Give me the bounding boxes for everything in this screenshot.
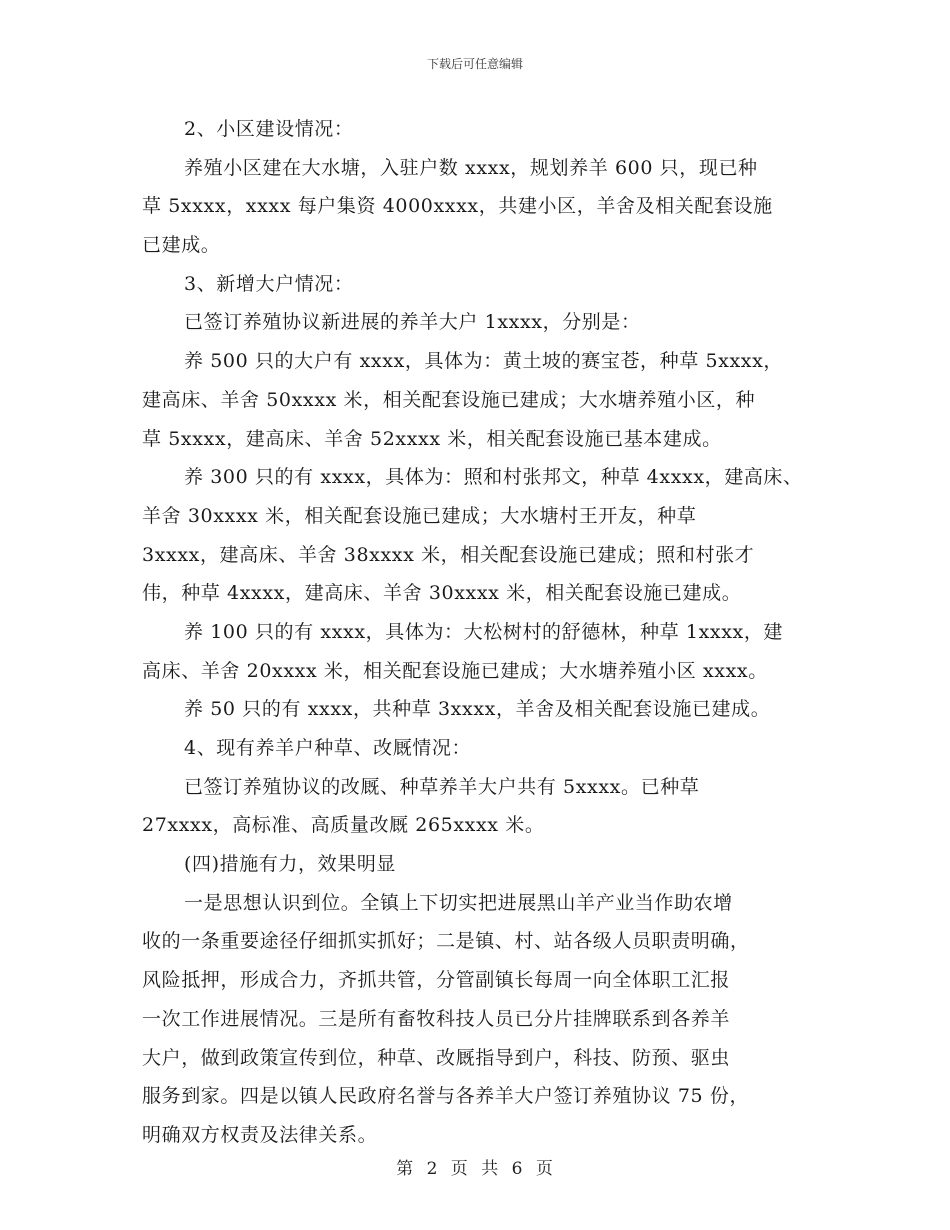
text-line: 草 5xxxx，xxxx 每户集资 4000xxxx，共建小区，羊舍及相关配套设施: [142, 195, 773, 218]
page-number: 第 2 页 共 6 页: [396, 1159, 554, 1179]
text-line: (四)措施有力，效果明显: [184, 853, 397, 876]
text-line: 2、小区建设情况：: [184, 118, 354, 140]
text-line: 风险抵押，形成合力，齐抓共管，分管副镇长每周一向全体职工汇报: [142, 969, 731, 992]
text-line: 养殖小区建在大水塘，入驻户数 xxxx，规划养羊 600 只，现已种: [184, 156, 758, 179]
text-line: 养 50 只的有 xxxx，共种草 3xxxx，羊舍及相关配套设施已建成。: [184, 698, 771, 721]
text-line: 27xxxx，高标准、高质量改厩 265xxxx 米。: [142, 814, 545, 837]
text-line: 养 500 只的大户有 xxxx，具体为：黄土坡的赛宝苍，种草 5xxxx，: [184, 350, 784, 373]
text-line: 已签订养殖协议的改厩、种草养羊大户共有 5xxxx。已种草: [184, 775, 700, 798]
text-line: 4、现有养羊户种草、改厩情况：: [184, 737, 472, 759]
text-line: 养 300 只的有 xxxx，具体为：照和村张邦文，种草 4xxxx，建高床、: [184, 466, 803, 489]
document-body: [142, 110, 822, 1155]
text-line: 明确双方权责及法律关系。: [142, 1123, 378, 1146]
text-line: 已建成。: [142, 234, 221, 257]
text-line: 3xxxx，建高床、羊舍 38xxxx 米，相关配套设施已建成；照和村张才: [142, 543, 755, 566]
text-line: 建高床、羊舍 50xxxx 米，相关配套设施已建成；大水塘养殖小区，种: [142, 388, 756, 411]
text-line: 高床、羊舍 20xxxx 米，相关配套设施已建成；大水塘养殖小区 xxxx。: [142, 659, 768, 682]
text-line: 伟，种草 4xxxx，建高床、羊舍 30xxxx 米，相关配套设施已建成。: [142, 582, 742, 605]
text-line: 已签订养殖协议新进展的养羊大户 1xxxx，分别是：: [184, 311, 641, 334]
text-line: 一是思想认识到位。全镇上下切实把进展黑山羊产业当作助农增: [184, 891, 733, 914]
text-line: 收的一条重要途径仔细抓实抓好；二是镇、村、站各级人员职责明确，: [142, 930, 750, 953]
text-line: 羊舍 30xxxx 米，相关配套设施已建成；大水塘村王开友，种草: [142, 504, 697, 527]
page-header-note: 下载后可任意编辑: [426, 57, 523, 71]
text-line: 养 100 只的有 xxxx，具体为：大松树村的舒德林，种草 1xxxx，建: [184, 620, 784, 643]
text-line: 3、新增大户情况：: [184, 272, 354, 295]
text-line: 一次工作进展情况。三是所有畜牧科技人员已分片挂牌联系到各养羊: [142, 1007, 731, 1030]
text-line: 草 5xxxx，建高床、羊舍 52xxxx 米，相关配套设施已基本建成。: [142, 427, 722, 450]
text-line: 服务到家。四是以镇人民政府名誉与各养羊大户签订养殖协议 75 份，: [142, 1085, 750, 1108]
text-line: 大户，做到政策宣传到位，种草、改厩指导到户，科技、防预、驱虫: [142, 1046, 731, 1069]
